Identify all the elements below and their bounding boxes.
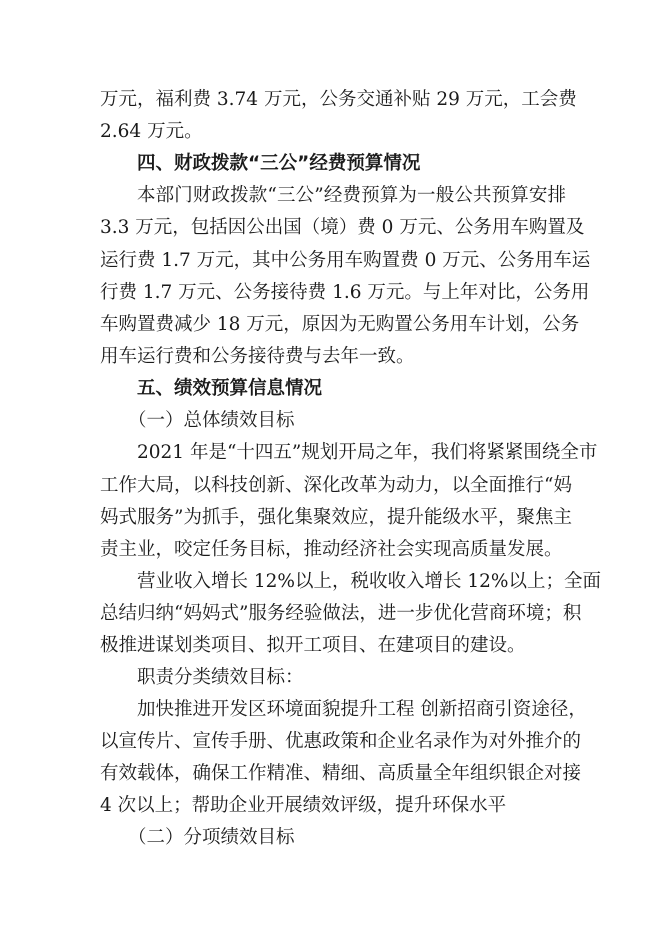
text-line: 用车运行费和公务接待费与去年一致。 [100, 346, 415, 367]
text-line: 加快推进开发区环境面貌提升工程 创新招商引资途径， [137, 699, 587, 720]
text-line: 总结归纳“妈妈式”服务经验做法，进一步优化营商环境；积 [100, 603, 582, 624]
section-heading: 五、绩效预算信息情况 [137, 378, 323, 399]
text-line: 以宣传片、宣传手册、优惠政策和企业名录作为对外推介的 [100, 731, 582, 752]
text-line: 车购置费减少 18 万元，原因为无购置公务用车计划，公务 [100, 314, 580, 335]
subsection-heading: （二）分项绩效目标 [128, 827, 295, 848]
text-line: 运行费 1.7 万元，其中公务用车购置费 0 万元、公务用车运 [100, 250, 591, 271]
section-heading: 四、财政拨款“三公”经费预算情况 [137, 153, 421, 174]
text-line: 职责分类绩效目标： [137, 667, 304, 688]
text-line: 责主业，咬定任务目标，推动经济社会实现高质量发展。 [100, 539, 563, 560]
text-line: 万元，福利费 3.74 万元，公务交通补贴 29 万元，工会费 [100, 89, 577, 110]
text-line: 2.64 万元。 [100, 121, 203, 142]
text-line: 工作大局，以科技创新、深化改革为动力，以全面推行“妈 [100, 475, 572, 496]
subsection-heading: （一）总体绩效目标 [128, 410, 295, 431]
text-line: 2021 年是“十四五”规划开局之年，我们将紧紧围绕全市 [137, 442, 598, 463]
text-line: 妈式服务”为抓手，强化集聚效应，提升能级水平，聚焦主 [100, 507, 572, 528]
text-line: 营业收入增长 12%以上，税收收入增长 12%以上；全面 [137, 571, 602, 592]
text-line: 4 次以上；帮助企业开展绩效评级，提升环保水平 [100, 795, 507, 816]
text-line: 极推进谋划类项目、拟开工项目、在建项目的建设。 [100, 635, 526, 656]
text-line: 行费 1.7 万元、公务接待费 1.6 万元。与上年对比，公务用 [100, 282, 590, 303]
text-line: 3.3 万元，包括因公出国（境）费 0 万元、公务用车购置及 [100, 217, 585, 238]
text-line: 有效载体，确保工作精准、精细、高质量全年组织银企对接 [100, 763, 582, 784]
text-line: 本部门财政拨款“三公”经费预算为一般公共预算安排 [137, 185, 566, 206]
